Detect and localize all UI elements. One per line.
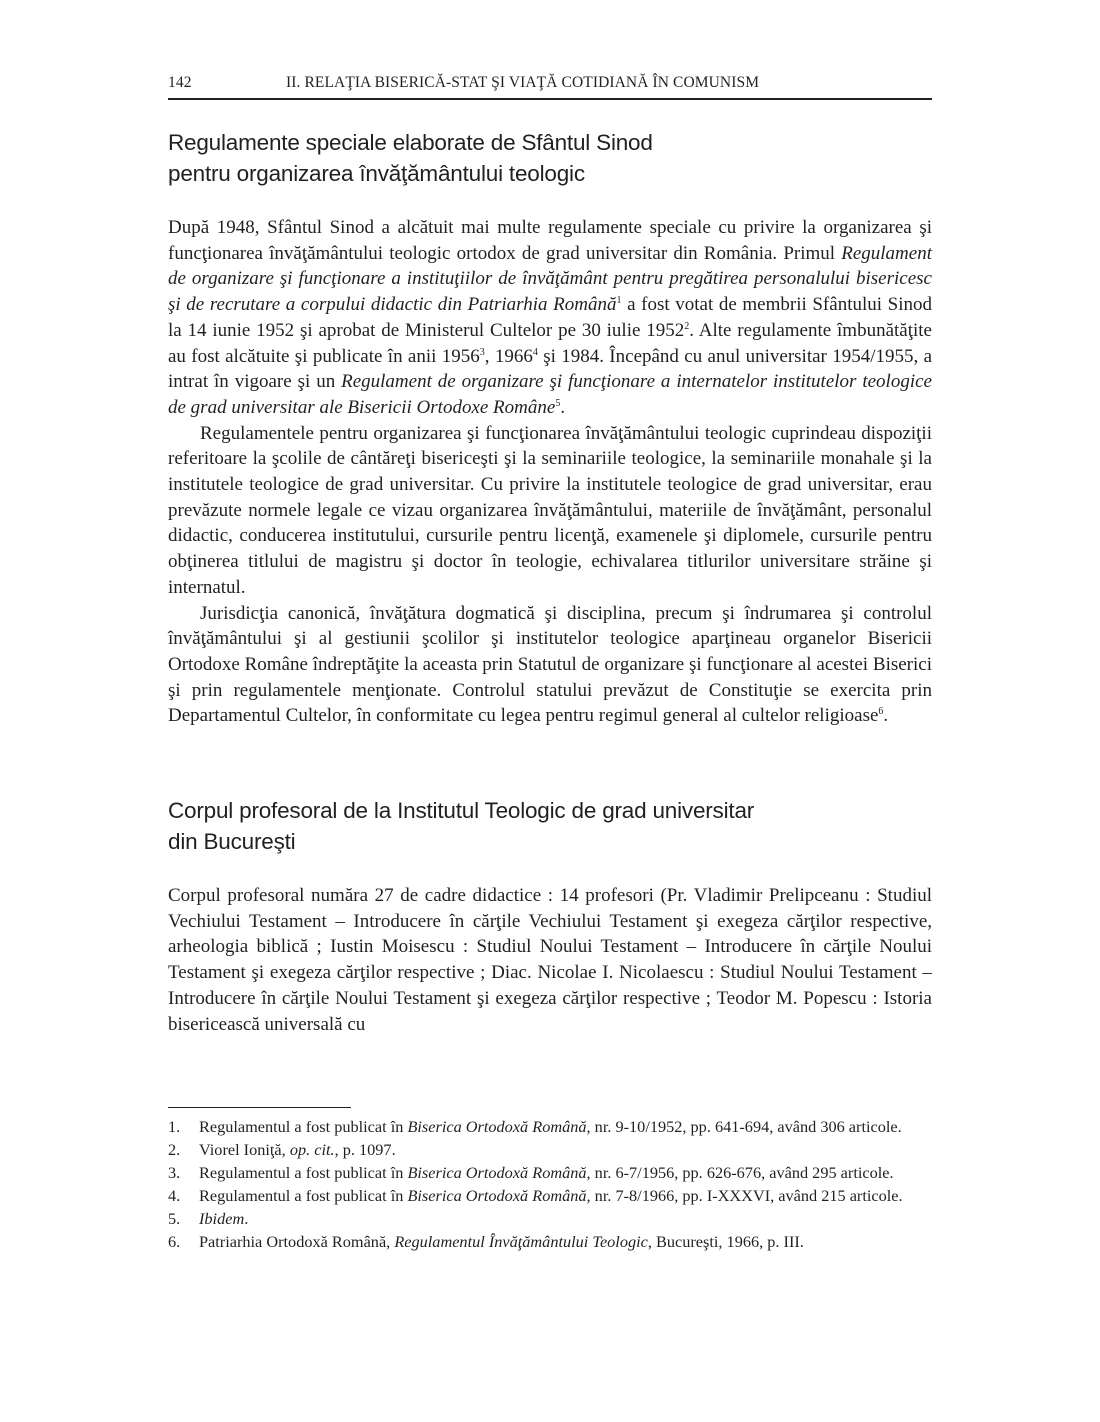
section-title [168, 795, 932, 857]
footnote-ref: 2 [684, 320, 690, 332]
footnote-text: Patriarhia Ortodoxă Română, Regulamentul Învăţământului Teologic, Bucureşti, 1966, p. III. [199, 1232, 804, 1251]
italic-title: Biserica Ortodoxă Română [407, 1117, 587, 1136]
footnote-number: 1. [168, 1117, 181, 1136]
footnote-ref: 4 [532, 346, 538, 358]
paragraph: După 1948, Sfântul Sinod a alcătuit mai multe regulamente speciale cu privire la organizarea şi funcţionarea învăţământului teologic ortodox de grad universitar din România. Primul Regulament de organizare şi funcţionare a instituţiilor de învăţământ pentru pregătirea personalului bisericesc şi de recrutare a corpului didactic din Patriarhia Română$^1$ a fost votat de membrii Sfântului Sinod la 14 iunie 1952 şi aprobat de Ministerul Cultelor pe 30 iulie 1952$^2$. Alte regulamente îmbunătăţite au fost alcătuite şi publicate în anii 1956$^3$, 1966$^4$ şi 1984. Începând cu anul universitar 1954/1955, a intrat în vigoare şi un Regulament de organizare şi funcţionare a internatelor institutelor teologice de grad universitar ale Bisericii Ortodoxe Române$^5$. [168, 217, 933, 418]
footnote-separator [168, 1107, 351, 1108]
footnote-ref: 6 [878, 706, 884, 718]
footnote-ref: 3 [479, 346, 485, 358]
italic-title: Biserica Ortodoxă Română [407, 1186, 587, 1205]
italic-title: Regulament de organizare şi funcţionare a internatelor institutelor teologice de grad universitar ale Bisericii Ortodoxe Române [168, 371, 932, 418]
footnote [168, 1138, 932, 1161]
section-title-line: pentru organizarea învăţământului teologic [168, 161, 585, 186]
footnote [168, 1115, 932, 1138]
page-body [168, 74, 932, 1037]
footnotes [168, 1115, 932, 1253]
footnote-number: 6. [168, 1232, 181, 1251]
footnote-text: Ibidem. [199, 1209, 249, 1228]
section-title-line: din Bucureşti [168, 829, 296, 855]
footnote-number: 5. [168, 1209, 181, 1228]
running-head [168, 74, 932, 100]
paragraph: Corpul profesoral număra 27 de cadre didactice : 14 profesori (Pr. Vladimir Prelipceanu : Studiul Vechiului Testament – Introducere în cărţile Vechiului Testament şi exegeza cărţilor respective, arheologia biblică ; Iustin Moisescu : Studiul Noului Testament – Introducere în cărţile Noului Testament şi exegeza cărţilor respective ; Diac. Nicolae I. Nicolaescu : Studiul Noului Testament – Introducere în cărţile Noului Testament şi exegeza cărţilor respective ; Teodor M. Popescu : Istoria bisericească universală cu [168, 885, 932, 1035]
footnote-number: 2. [168, 1140, 181, 1159]
page-number: 142 [168, 74, 192, 91]
footnote [168, 1230, 932, 1253]
italic-title: Regulament de organizare şi funcţionare a instituţiilor de învăţământ pentru pregătirea personalului bisericesc şi de recrutare a corpului didactic din Patriarhia Română [168, 242, 932, 316]
footnote [168, 1161, 932, 1184]
footnote-ref: 1 [616, 295, 622, 307]
footnote-text: Viorel Ioniţă, op. cit., p. 1097. [199, 1140, 396, 1159]
footnote-number: 4. [168, 1186, 181, 1205]
running-title: II. RELAŢIA BISERICĂ-STAT ŞI VIAŢĂ COTIDIANĂ ÎN COMUNISM [286, 74, 760, 91]
italic-title: Biserica Ortodoxă Română [407, 1163, 587, 1182]
italic-title: Regulamentul Învăţământului Teologic [394, 1232, 648, 1251]
italic-title: Ibidem [199, 1209, 245, 1228]
paragraph: Regulamentele pentru organizarea şi funcţionarea învăţământului teologic cuprindeau dispoziţii referitoare la şcolile de cântăreţi bisericeşti şi la seminariile teologice, la seminariile monahale şi la institutele teologice de grad universitar. Cu privire la institutele teologice de grad universitar, erau prevăzute normele legale ce vizau organizarea învăţământului, materiile de învăţământ, personalul didactic, conducerea institutului, cursurile pentru licenţă, examenele şi diplomele, cursurile pentru obţinerea titlului de magistru şi doctor în teologie, echivalarea titlurilor universitare străine şi internatul. [168, 422, 932, 598]
footnote [168, 1207, 932, 1230]
footnote-text: Regulamentul a fost publicat în Biserica Ortodoxă Română, nr. 9-10/1952, pp. 641-694, având 306 articole. [199, 1117, 902, 1136]
footnote-text: Regulamentul a fost publicat în Biserica Ortodoxă Română, nr. 6-7/1956, pp. 626-676, având 295 articole. [199, 1163, 894, 1182]
footnote-number: 3. [168, 1163, 181, 1182]
italic-title: op. cit. [289, 1140, 335, 1159]
section-title [168, 127, 932, 189]
footnote-ref: 5 [555, 397, 561, 409]
section-title-line: Regulamente speciale elaborate de Sfântul Sinod [168, 130, 653, 155]
section-title-line: Corpul profesoral de la Institutul Teologic de grad universitar [168, 798, 755, 824]
paragraph: Jurisdicţia canonică, învăţătura dogmatică şi disciplina, precum şi îndrumarea şi controlul învăţământului şi al gestiunii şcolilor şi institutelor teologice aparţineau organelor Bisericii Ortodoxe Române îndreptăţite la aceasta prin Statutul de organizare şi funcţionare al acestei Biserici şi prin regulamentele menţionate. Controlul statului prevăzut de Constituţie se exercita prin Departamentul Cultelor, în conformitate cu legea pentru regimul general al cultelor religioase$^6$. [168, 602, 932, 727]
footnote [168, 1184, 932, 1207]
footnote-text: Regulamentul a fost publicat în Biserica Ortodoxă Română, nr. 7-8/1966, pp. I-XXXVI, având 215 articole. [199, 1186, 903, 1205]
